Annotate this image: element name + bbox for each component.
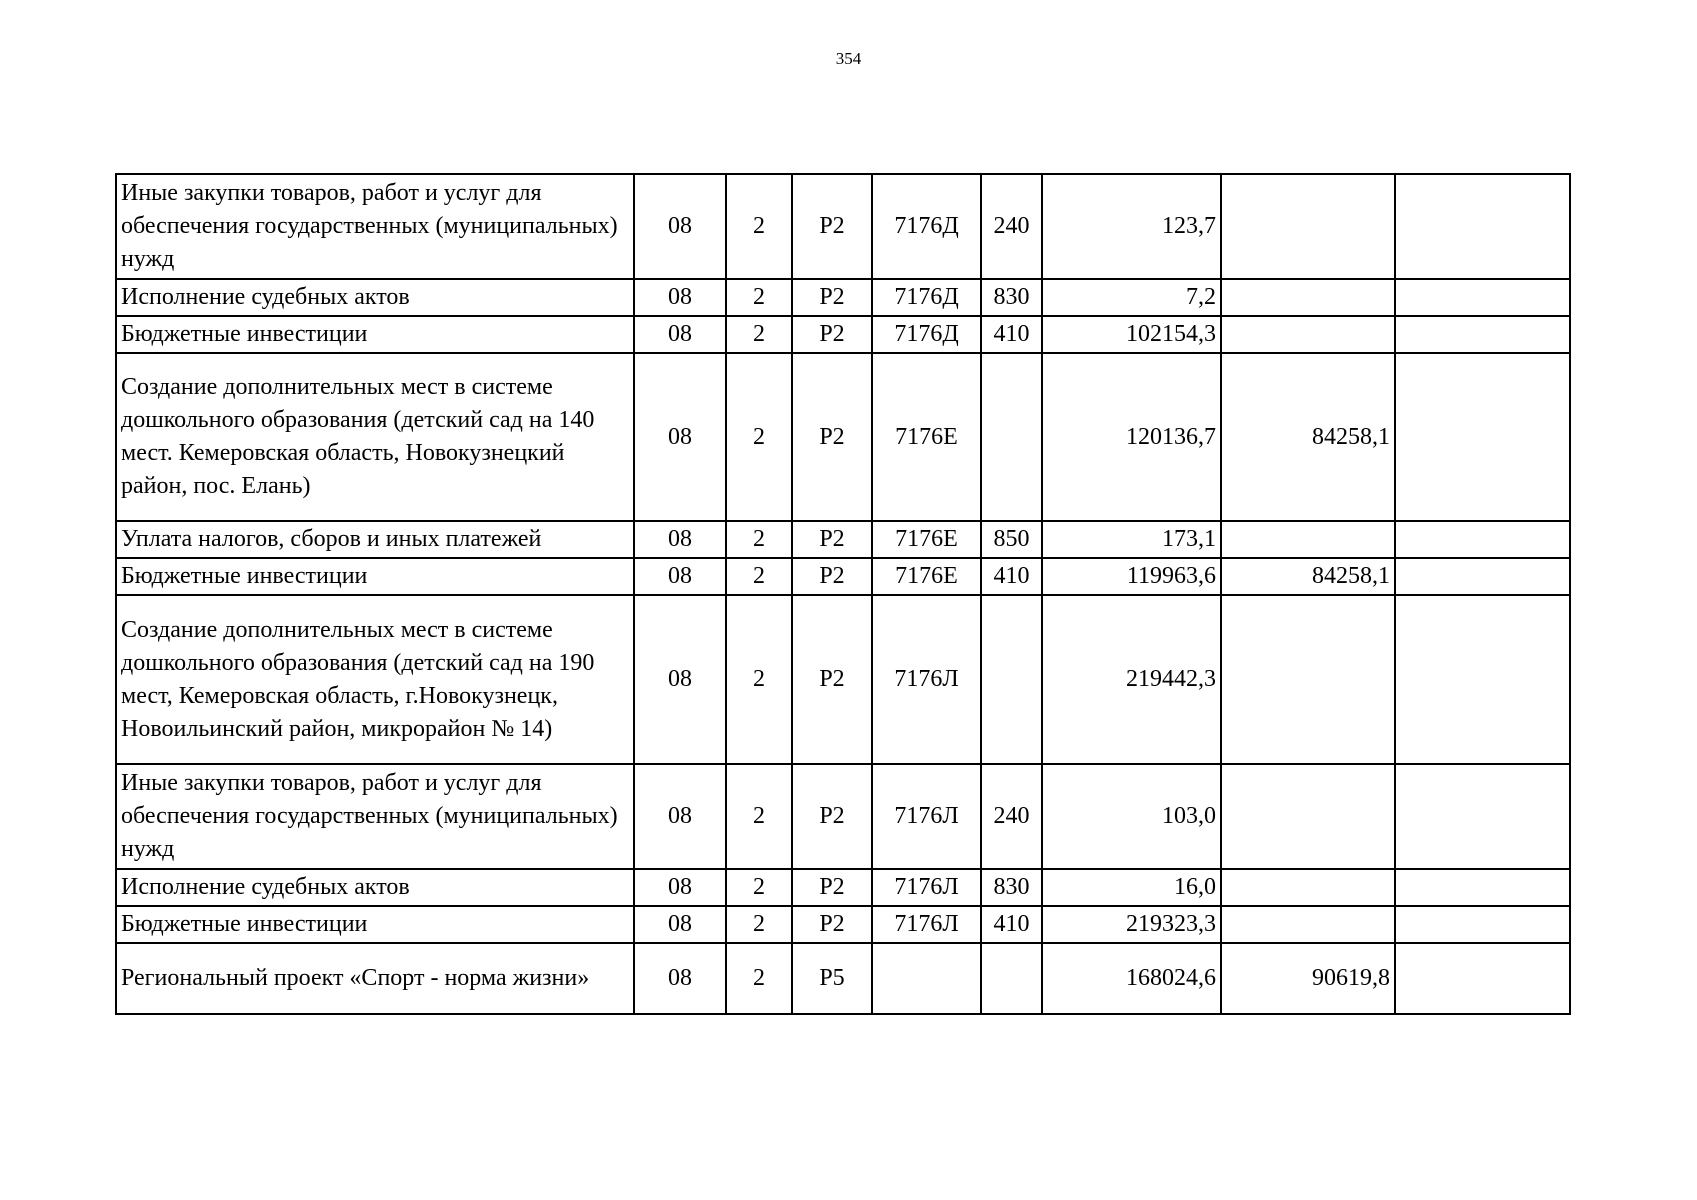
row-name: Уплата налогов, сборов и иных платежей — [116, 521, 634, 558]
amount: 103,0 — [1042, 764, 1221, 869]
section-code: 08 — [634, 943, 726, 1014]
section-code: 08 — [634, 521, 726, 558]
project-code: Р2 — [792, 316, 872, 353]
table-row — [116, 316, 1570, 353]
section-code: 08 — [634, 558, 726, 595]
expense-type-code: 830 — [981, 869, 1042, 906]
subsection-code: 2 — [726, 279, 792, 316]
target-code: 7176Е — [872, 521, 981, 558]
table-row — [116, 906, 1570, 943]
section-code: 08 — [634, 906, 726, 943]
expense-type-code — [981, 943, 1042, 1014]
section-code: 08 — [634, 279, 726, 316]
target-code — [872, 943, 981, 1014]
expense-type-code: 850 — [981, 521, 1042, 558]
amount-3 — [1395, 764, 1570, 869]
row-name: Создание дополнительных мест в системе дошкольного образования (детский сад на 190 мест, Кемеровская область, г.Новокузнецк, Новоильинский район, микрорайон № 14) — [116, 595, 634, 764]
row-name: Исполнение судебных актов — [116, 279, 634, 316]
subsection-code: 2 — [726, 558, 792, 595]
section-code: 08 — [634, 316, 726, 353]
amount-2 — [1221, 595, 1395, 764]
project-code: Р2 — [792, 279, 872, 316]
target-code: 7176Л — [872, 869, 981, 906]
table-row — [116, 521, 1570, 558]
section-code: 08 — [634, 869, 726, 906]
amount-3 — [1395, 943, 1570, 1014]
amount: 120136,7 — [1042, 353, 1221, 521]
subsection-code: 2 — [726, 906, 792, 943]
amount: 119963,6 — [1042, 558, 1221, 595]
target-code: 7176Д — [872, 279, 981, 316]
amount-2: 90619,8 — [1221, 943, 1395, 1014]
amount-2 — [1221, 521, 1395, 558]
subsection-code: 2 — [726, 869, 792, 906]
expense-type-code: 410 — [981, 906, 1042, 943]
amount-3 — [1395, 353, 1570, 521]
expense-type-code: 830 — [981, 279, 1042, 316]
row-name: Бюджетные инвестиции — [116, 316, 634, 353]
table-row — [116, 558, 1570, 595]
target-code: 7176Л — [872, 906, 981, 943]
row-name: Бюджетные инвестиции — [116, 558, 634, 595]
expense-type-code: 240 — [981, 764, 1042, 869]
subsection-code: 2 — [726, 595, 792, 764]
subsection-code: 2 — [726, 943, 792, 1014]
project-code: Р2 — [792, 558, 872, 595]
table-row — [116, 869, 1570, 906]
amount: 219442,3 — [1042, 595, 1221, 764]
subsection-code: 2 — [726, 521, 792, 558]
amount-2 — [1221, 906, 1395, 943]
amount-3 — [1395, 558, 1570, 595]
amount-2 — [1221, 279, 1395, 316]
amount-2 — [1221, 316, 1395, 353]
amount-3 — [1395, 316, 1570, 353]
amount: 168024,6 — [1042, 943, 1221, 1014]
amount: 16,0 — [1042, 869, 1221, 906]
table-row — [116, 279, 1570, 316]
row-name: Исполнение судебных актов — [116, 869, 634, 906]
amount-3 — [1395, 906, 1570, 943]
amount-2: 84258,1 — [1221, 558, 1395, 595]
section-code: 08 — [634, 353, 726, 521]
page-number: 354 — [835, 49, 862, 68]
project-code: Р2 — [792, 353, 872, 521]
target-code: 7176Е — [872, 558, 981, 595]
amount-3 — [1395, 869, 1570, 906]
subsection-code: 2 — [726, 353, 792, 521]
row-name: Создание дополнительных мест в системе дошкольного образования (детский сад на 140 мест. Кемеровская область, Новокузнецкий район, пос. Елань) — [116, 353, 634, 521]
section-code: 08 — [634, 595, 726, 764]
table-row — [116, 174, 1570, 279]
row-name: Иные закупки товаров, работ и услуг для обеспечения государственных (муниципальных) нужд — [116, 174, 634, 279]
project-code: Р2 — [792, 174, 872, 279]
subsection-code: 2 — [726, 764, 792, 869]
section-code: 08 — [634, 764, 726, 869]
amount: 102154,3 — [1042, 316, 1221, 353]
expense-type-code: 240 — [981, 174, 1042, 279]
subsection-code: 2 — [726, 316, 792, 353]
amount: 123,7 — [1042, 174, 1221, 279]
table-row — [116, 353, 1570, 521]
project-code: Р2 — [792, 764, 872, 869]
amount-3 — [1395, 279, 1570, 316]
amount: 173,1 — [1042, 521, 1221, 558]
amount-3 — [1395, 174, 1570, 279]
project-code: Р2 — [792, 521, 872, 558]
amount-2 — [1221, 764, 1395, 869]
table-row — [116, 764, 1570, 869]
amount-2 — [1221, 869, 1395, 906]
amount-2 — [1221, 174, 1395, 279]
row-name: Иные закупки товаров, работ и услуг для обеспечения государственных (муниципальных) нужд — [116, 764, 634, 869]
row-name: Региональный проект «Спорт - норма жизни» — [116, 943, 634, 1014]
row-name: Бюджетные инвестиции — [116, 906, 634, 943]
project-code: Р2 — [792, 906, 872, 943]
target-code: 7176Д — [872, 316, 981, 353]
expense-type-code — [981, 595, 1042, 764]
amount: 7,2 — [1042, 279, 1221, 316]
table-row — [116, 943, 1570, 1014]
amount-3 — [1395, 521, 1570, 558]
target-code: 7176Л — [872, 595, 981, 764]
subsection-code: 2 — [726, 174, 792, 279]
expense-type-code: 410 — [981, 316, 1042, 353]
project-code: Р5 — [792, 943, 872, 1014]
expense-type-code — [981, 353, 1042, 521]
project-code: Р2 — [792, 869, 872, 906]
amount-3 — [1395, 595, 1570, 764]
amount-2: 84258,1 — [1221, 353, 1395, 521]
target-code: 7176Е — [872, 353, 981, 521]
target-code: 7176Л — [872, 764, 981, 869]
expense-type-code: 410 — [981, 558, 1042, 595]
section-code: 08 — [634, 174, 726, 279]
table-row — [116, 595, 1570, 764]
amount: 219323,3 — [1042, 906, 1221, 943]
project-code: Р2 — [792, 595, 872, 764]
target-code: 7176Д — [872, 174, 981, 279]
budget-table — [115, 173, 1571, 1015]
